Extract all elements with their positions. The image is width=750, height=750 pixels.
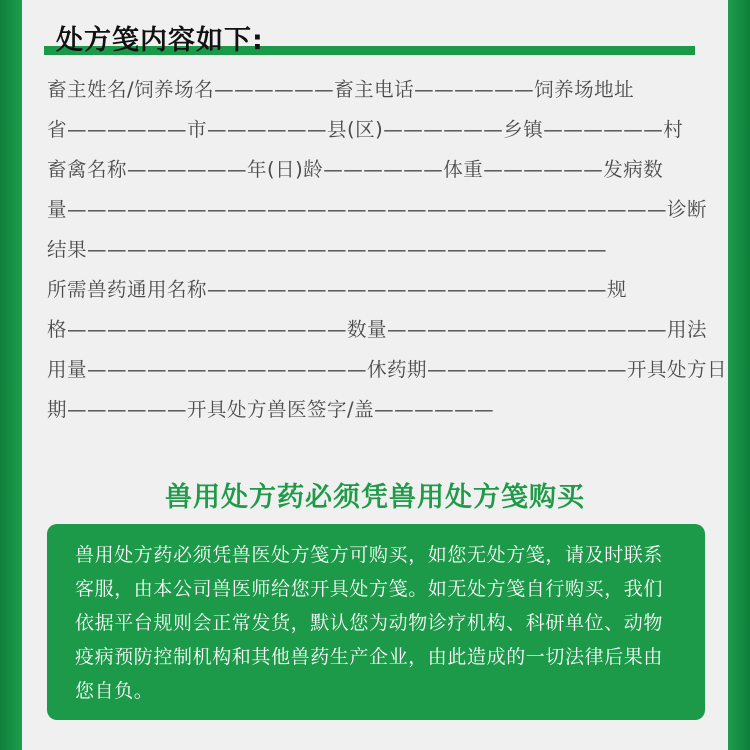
form-line: 用量——————————————休药期——————————开具处方日 <box>47 358 728 381</box>
notice-box <box>47 524 705 720</box>
section-title: 处方笺内容如下: <box>56 25 264 56</box>
form-line: 格——————————————数量——————————————用法 <box>47 318 707 341</box>
notice-text: 兽用处方药必须凭兽医处方笺方可购买，如您无处方笺，请及时联系客服，由本公司兽医师给您开具处方笺。如无处方笺自行购买，我们依据平台规则会正常发货，默认您为动物诊疗机构、科研单位、动物疫病预防控制机构和其他兽药生产企业，由此造成的一切法律后果由您自负。 <box>75 544 664 702</box>
form-line: 结果—————————————————————————— <box>47 238 607 261</box>
form-line: 期——————开具处方兽医签字/盖—————— <box>47 398 495 421</box>
purchase-headline: 兽用处方药必须凭兽用处方笺购买 <box>165 482 585 513</box>
prescription-form <box>47 72 728 432</box>
form-line: 畜主姓名/饲养场名——————畜主电话——————饲养场地址 <box>47 78 635 101</box>
form-line: 省——————市——————县(区)——————乡镇——————村 <box>47 118 684 141</box>
form-line: 畜禽名称——————年(日)龄——————体重——————发病数 <box>47 158 664 181</box>
form-line: 量——————————————————————————————诊断 <box>47 198 707 221</box>
form-line: 所需兽药通用名称————————————————————规 <box>47 278 628 301</box>
